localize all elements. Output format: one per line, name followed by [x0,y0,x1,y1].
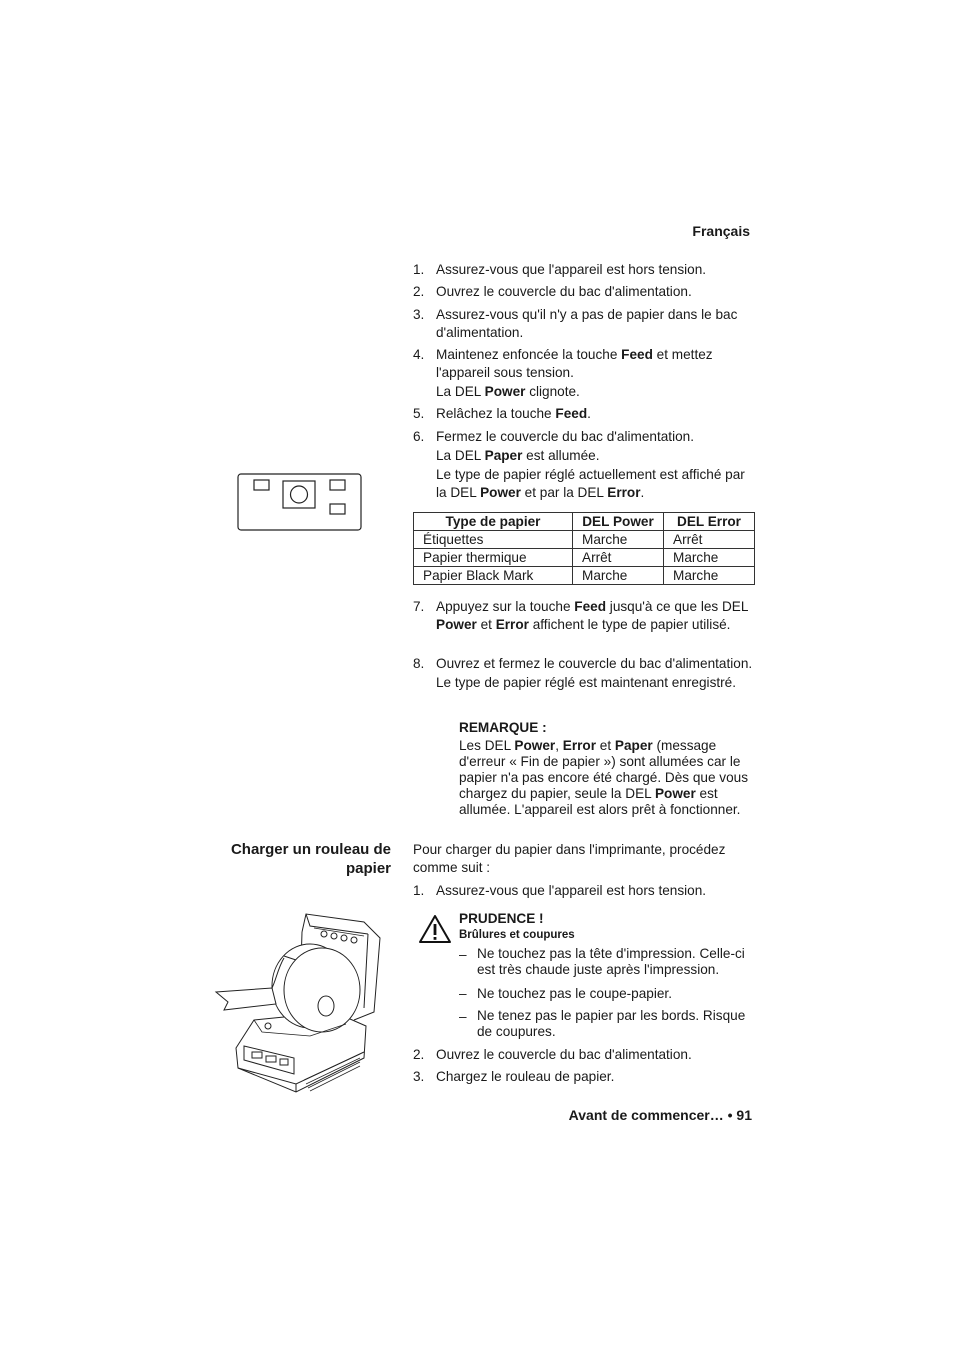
step-number: 3. [413,1069,425,1084]
table-row [414,549,755,567]
caution-subtitle: Brûlures et coupures [459,929,575,941]
language-label: Français [692,223,750,239]
step-text: Ouvrez et fermez le couvercle du bac d'alimentation. [436,656,753,671]
step-number: 8. [413,656,425,671]
step-number: 6. [413,429,425,444]
list-item [413,405,758,423]
step-number: 2. [413,1047,425,1062]
list-item [413,283,758,301]
step-subtext: La DEL Power clignote. [436,384,580,399]
step-subtext: La DEL Paper est allumée. [436,448,600,463]
remark-title: REMARQUE : [459,720,547,735]
table-cell: Marche [664,549,755,567]
caution-item: Ne tenez pas le papier par les bords. Risque de coupures. [477,1008,746,1039]
column-header: DEL Error [664,513,755,531]
caution-title: PRUDENCE ! [459,911,544,926]
step-text: Appuyez sur la touche Feed jusqu'à ce que les DEL Power et Error affichent le type de papier utilisé. [436,599,748,632]
table-cell: Papier Black Mark [414,567,573,585]
remark-text: Les DEL Power, Error et Paper (message d'erreur « Fin de papier ») sont allumées car le papier n'a pas encore été chargé. Dès que vous chargez du papier, seule la DEL Power est allumée. L'appareil est alors prêt à fonctionner. [459,738,749,817]
printer-paper-roll-illustration [214,908,384,1096]
step-text: Maintenez enfoncée la touche Feed et mettez l'appareil sous tension. [436,347,713,380]
step-text: Assurez-vous qu'il n'y a pas de papier dans le bac d'alimentation. [436,307,738,340]
dash-bullet: – [459,947,467,962]
table-cell: Arrêt [664,531,755,549]
column-header: DEL Power [573,513,664,531]
dash-bullet: – [459,1009,467,1024]
step-text: Fermez le couvercle du bac d'alimentation. [436,429,694,444]
section-title: Charger un rouleau de papier [230,841,391,877]
section-intro: Pour charger du papier dans l'imprimante, procédez comme suit : [413,842,726,875]
table-row [414,567,755,585]
list-item [413,882,758,900]
paper-type-table [413,512,755,585]
warning-triangle-icon [418,913,452,945]
table-cell: Marche [573,531,664,549]
list-item [413,655,758,692]
step-text: Ouvrez le couvercle du bac d'alimentation. [436,284,692,299]
step-number: 7. [413,599,425,614]
table-cell: Étiquettes [414,531,573,549]
step-text: Chargez le rouleau de papier. [436,1069,615,1084]
table-cell: Papier thermique [414,549,573,567]
caution-item: Ne touchez pas le coupe-papier. [477,986,672,1001]
list-item [459,985,759,1003]
table-header-row [414,513,755,531]
step-number: 2. [413,284,425,299]
step-number: 3. [413,307,425,322]
table-row [414,531,755,549]
led-panel-illustration [237,473,363,533]
step-subtext: Le type de papier réglé actuellement est affiché par la DEL Power et par la DEL Error. [436,467,745,500]
list-item [413,1068,758,1086]
list-item [413,428,758,502]
table-cell: Marche [573,567,664,585]
step-text: Relâchez la touche Feed. [436,406,591,421]
step-text: Ouvrez le couvercle du bac d'alimentation. [436,1047,692,1062]
step-number: 1. [413,883,425,898]
step-number: 5. [413,406,425,421]
step-number: 1. [413,262,425,277]
list-item [413,346,758,401]
step-number: 4. [413,347,425,362]
caution-item: Ne touchez pas la tête d'impression. Celle-ci est très chaude juste après l'impression. [477,946,745,977]
list-item [413,1046,758,1064]
table-cell: Arrêt [573,549,664,567]
dash-bullet: – [459,986,467,1001]
list-item [459,1008,759,1040]
step-text: Assurez-vous que l'appareil est hors tension. [436,262,707,277]
column-header: Type de papier [414,513,573,531]
list-item [459,946,759,978]
list-item [413,261,758,279]
table-cell: Marche [664,567,755,585]
list-item [413,598,758,634]
step-text: Assurez-vous que l'appareil est hors tension. [436,883,707,898]
list-item [413,306,758,342]
remark-box [459,719,759,818]
page-footer: Avant de commencer… • 91 [568,1107,752,1123]
step-subtext: Le type de papier réglé est maintenant enregistré. [436,675,737,690]
